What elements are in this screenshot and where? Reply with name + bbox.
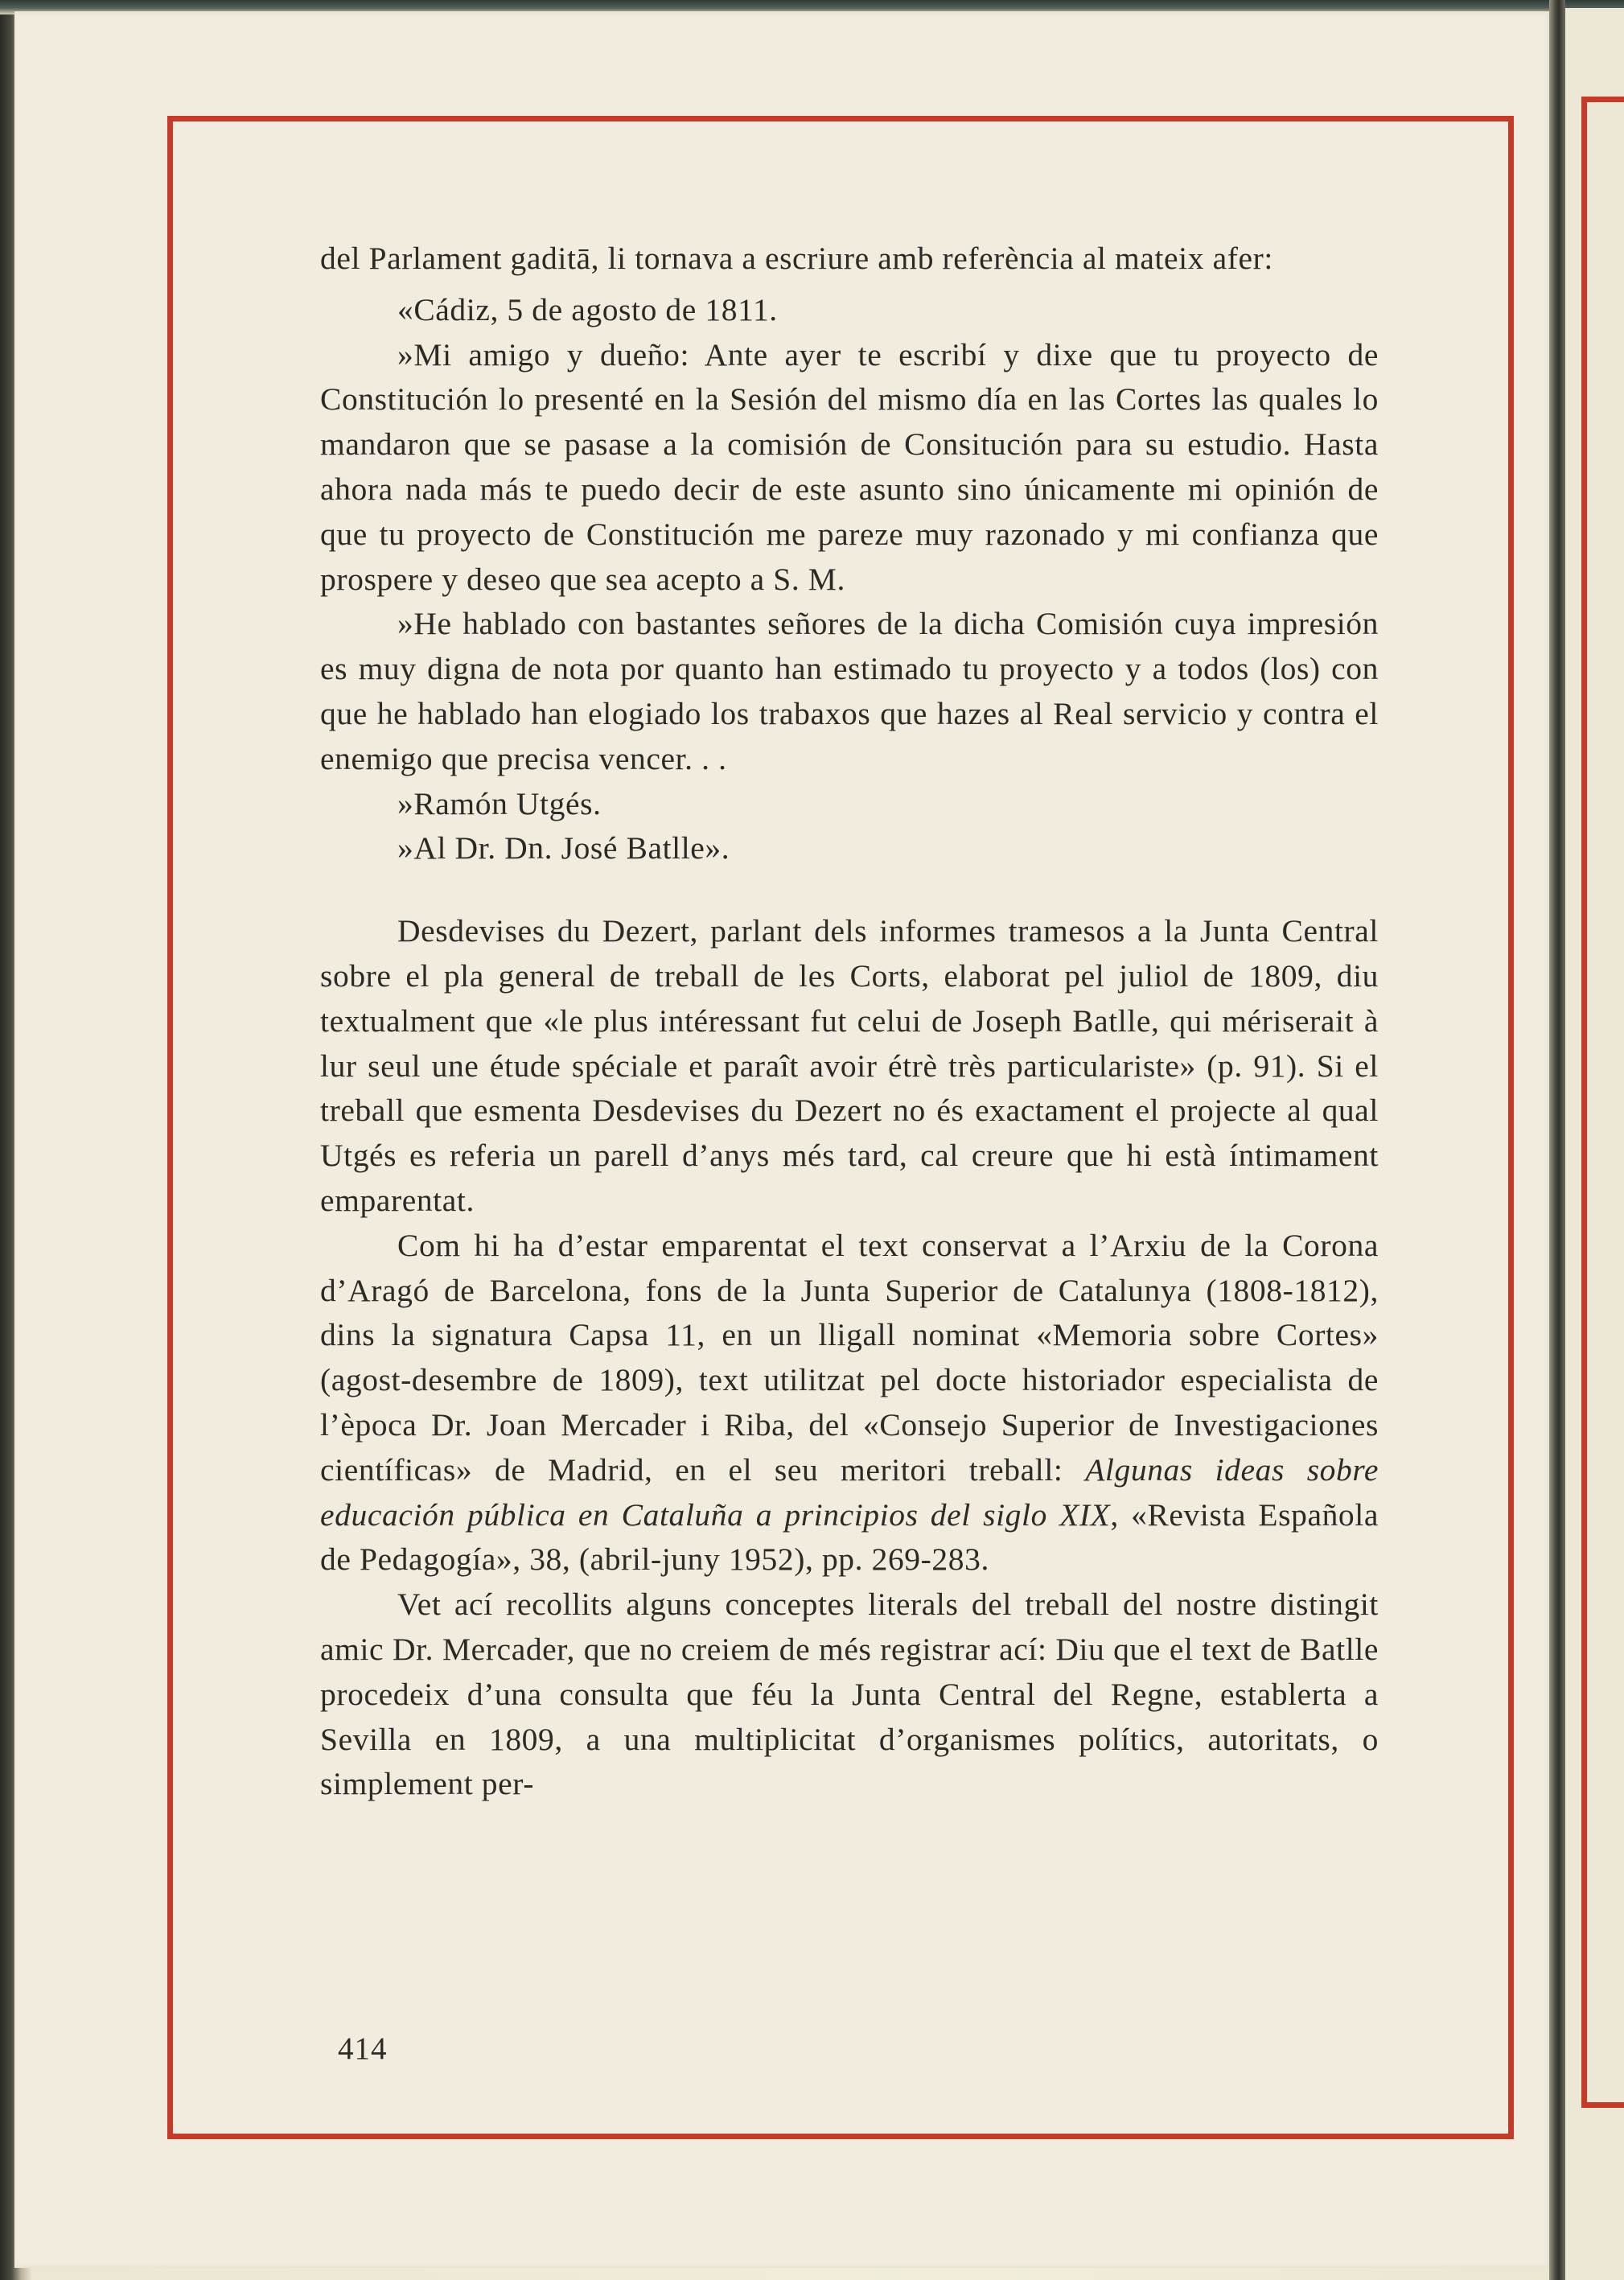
- paragraph: [320, 237, 1379, 282]
- paragraph: [320, 1582, 1379, 1807]
- paragraph-text: Vet ací recollits alguns conceptes literals del treball del nostre distingit amic Dr. Mercader, que no creiem de més registrar ací: Diu que el text de Batlle procedeix d’una consulta que féu la Junta Central del Regne, establerta a Sevilla en 1809, a una multiplicitat d’organismes polítics, autoritats, o simplement per-: [320, 1587, 1379, 1802]
- paragraph: [320, 909, 1379, 1224]
- paragraph-spacer: [320, 282, 1379, 288]
- paragraph: [320, 1224, 1379, 1582]
- paragraph: [320, 602, 1379, 781]
- paragraph-spacer: [320, 871, 1379, 909]
- paragraph-text: Desdevises du Dezert, parlant dels informes tramesos a la Junta Central sobre el pla general de treball de les Corts, elaborat pel juliol de 1809, diu textualment que «le plus intéressant fut celui de Joseph Batlle, qui mériserait à lur seul une étude spéciale et paraît avoir étrè très particulariste» (p. 91). Si el treball que esmenta Desdevises du Dezert no és exactament el projecte al qual Utgés es referia un parell d’anys més tard, cal creure que hi està íntimament emparentat.: [320, 913, 1379, 1218]
- paragraph-text: »Ramón Utgés.: [397, 785, 602, 821]
- italic-title: Algunas ideas sobre educación pública en Cataluña a principios del siglo XIX: [320, 1451, 1379, 1533]
- paragraph-text: »Al Dr. Dn. José Batlle».: [397, 830, 730, 866]
- paragraph-text: »Mi amigo y dueño: Ante ayer te escribí y dixe que tu proyecto de Constitución lo presenté en la Sesión del mismo día en las Cortes las quales lo mandaron que se pasase a la comisión de Consitución para su estudio. Hasta ahora nada más te puedo decir de este asunto sino únicamente mi opinión de que tu proyecto de Constitución me pareze muy razonado y mi confianza que prospere y deseo que sea acepto a S. M.: [320, 336, 1379, 597]
- paragraph-text: »He hablado con bastantes señores de la dicha Comisión cuya impresión es muy digna de nota por quanto han estimado tu proyecto y a todos (los) con que he hablado han elogiado los trabaxos que hazes al Real servicio y contra el enemigo que precisa vencer. . .: [320, 606, 1379, 776]
- paragraph: [320, 826, 1379, 871]
- paragraph-text: , «Revista Española de Pedagogía», 38, (abril-juny 1952), pp. 269-283.: [320, 1496, 1379, 1578]
- page-number: 414: [338, 2031, 388, 2066]
- paragraph-text: «Cádiz, 5 de agosto de 1811.: [397, 291, 778, 327]
- body-text: [320, 237, 1379, 1807]
- paragraph: [320, 288, 1379, 333]
- paragraph: [320, 333, 1379, 603]
- paragraph-text: Com hi ha d’estar emparentat el text conservat a l’Arxiu de la Corona d’Aragó de Barcelona, fons de la Junta Superior de Catalunya (1808-1812), dins la signatura Capsa 11, en un lligall nominat «Memoria sobre Cortes» (agost-desembre de 1809), text utilitzat pel docte historiador especialista de l’època Dr. Joan Mercader i Riba, del «Consejo Superior de Investigaciones científicas» de Madrid, en el seu meritori treball:: [320, 1227, 1379, 1488]
- facing-page-frame: [1581, 97, 1624, 2108]
- book-gutter: [1549, 0, 1565, 2280]
- paragraph: [320, 782, 1379, 827]
- paragraph-text: del Parlament gaditā, li tornava a escriure amb referència al mateix afer:: [320, 241, 1273, 276]
